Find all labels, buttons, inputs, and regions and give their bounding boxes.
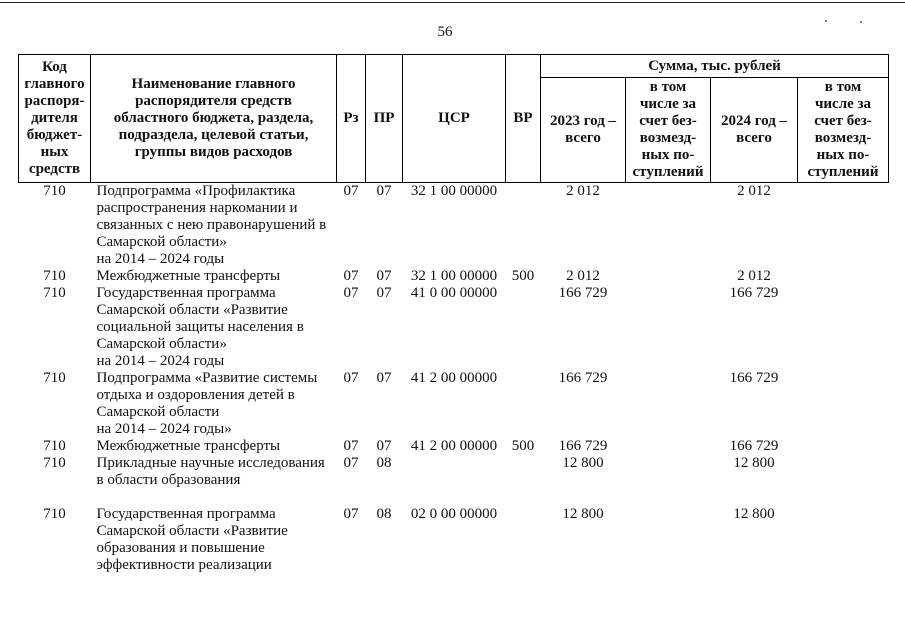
cell-total-2024: 12 800 xyxy=(733,506,775,522)
cell-total-2024: 2 012 xyxy=(737,268,771,284)
cell-rz: 07 xyxy=(343,506,359,522)
cell-vr: 500 xyxy=(511,438,535,454)
cell-name: Государственная программа Самарской области «Развитие образования и повышение эффективности реализации xyxy=(96,506,288,573)
cell-rz: 07 xyxy=(343,455,359,471)
cell-name: Подпрограмма «Профилактика распространения наркомании и связанных с нею правонарушений в Самарской области» на 2014 – 2024 годы xyxy=(96,183,327,267)
cell-code: 710 xyxy=(43,438,66,454)
cell-total-2024: 166 729 xyxy=(729,285,779,301)
cell-free-2023 xyxy=(626,506,711,574)
cell-total-2023: 2 012 xyxy=(566,268,600,284)
cell-pr: 08 xyxy=(376,506,392,522)
cell-pr: 07 xyxy=(376,285,392,301)
table-row xyxy=(19,455,889,506)
cell-code: 710 xyxy=(43,455,66,471)
header-pr: ПР xyxy=(366,55,403,183)
cell-vr xyxy=(506,370,541,438)
header-csr: ЦСР xyxy=(403,55,506,183)
page-number: 56 xyxy=(437,24,453,40)
cell-vr xyxy=(506,506,541,574)
table-row xyxy=(19,285,889,370)
header-total-2024: 2024 год – всего xyxy=(711,78,798,183)
cell-free-2023 xyxy=(626,455,711,506)
table-header xyxy=(19,55,889,183)
cell-csr: 41 2 00 00000 xyxy=(410,438,498,454)
cell-free-2024 xyxy=(798,268,889,285)
cell-vr xyxy=(506,285,541,370)
cell-name: Прикладные научные исследования в области образования xyxy=(96,455,325,488)
cell-csr: 32 1 00 00000 xyxy=(410,268,498,284)
cell-csr: 41 0 00 00000 xyxy=(410,285,498,301)
table-row xyxy=(19,506,889,574)
cell-total-2023: 166 729 xyxy=(558,438,608,454)
budget-table xyxy=(18,54,889,574)
cell-name: Межбюджетные трансферты xyxy=(96,268,281,284)
header-row xyxy=(19,55,889,78)
header-rz: Рз xyxy=(337,55,366,183)
header-sum-group: Сумма, тыс. рублей xyxy=(541,55,889,78)
cell-free-2023 xyxy=(626,183,711,269)
header-free-2024: в том числе за счет без- возмезд- ных по- ступлений xyxy=(798,78,889,183)
cell-pr: 07 xyxy=(376,268,392,284)
cell-pr: 07 xyxy=(376,183,392,199)
cell-free-2024 xyxy=(798,370,889,438)
cell-free-2023 xyxy=(626,268,711,285)
cell-code: 710 xyxy=(43,506,66,522)
cell-total-2023: 12 800 xyxy=(562,455,604,471)
cell-free-2023 xyxy=(626,285,711,370)
cell-free-2023 xyxy=(626,438,711,455)
cell-free-2024 xyxy=(798,455,889,506)
header-name: Наименование главного распорядителя средств областного бюджета, раздела, подраздела, целевой статьи, группы видов расходов xyxy=(91,55,337,183)
cell-vr: 500 xyxy=(511,268,535,284)
table-row xyxy=(19,370,889,438)
header-free-2023: в том числе за счет без- возмезд- ных по- ступлений xyxy=(626,78,711,183)
cell-csr xyxy=(403,455,506,506)
cell-free-2024 xyxy=(798,285,889,370)
cell-pr: 08 xyxy=(376,455,392,471)
cell-total-2023: 166 729 xyxy=(558,370,608,386)
header-total-2023: 2023 год – всего xyxy=(541,78,626,183)
table-body xyxy=(19,183,889,575)
cell-code: 710 xyxy=(43,183,66,199)
cell-code: 710 xyxy=(43,370,66,386)
cell-pr: 07 xyxy=(376,438,392,454)
scan-mark xyxy=(825,20,827,22)
cell-total-2024: 2 012 xyxy=(737,183,771,199)
cell-rz: 07 xyxy=(343,370,359,386)
cell-total-2023: 166 729 xyxy=(558,285,608,301)
cell-name: Подпрограмма «Развитие системы отдыха и оздоровления детей в Самарской области на 2014 – 2024 годы» xyxy=(96,370,318,437)
table-row xyxy=(19,438,889,455)
cell-free-2024 xyxy=(798,183,889,269)
cell-csr: 02 0 00 00000 xyxy=(410,506,498,522)
cell-total-2023: 12 800 xyxy=(562,506,604,522)
scan-edge-line xyxy=(0,2,905,3)
cell-pr: 07 xyxy=(376,370,392,386)
cell-total-2024: 166 729 xyxy=(729,438,779,454)
table-row xyxy=(19,268,889,285)
cell-total-2024: 166 729 xyxy=(729,370,779,386)
cell-free-2023 xyxy=(626,370,711,438)
cell-total-2023: 2 012 xyxy=(566,183,600,199)
cell-name: Государственная программа Самарской области «Развитие социальной защиты населения в Самарской области» на 2014 – 2024 годы xyxy=(96,285,304,369)
cell-code: 710 xyxy=(43,285,66,301)
header-code: Код главного распоря- дителя бюджет- ных средств xyxy=(19,55,91,183)
cell-total-2024: 12 800 xyxy=(733,455,775,471)
cell-rz: 07 xyxy=(343,285,359,301)
cell-code: 710 xyxy=(43,268,66,284)
cell-vr xyxy=(506,183,541,269)
cell-csr: 32 1 00 00000 xyxy=(410,183,498,199)
header-vr: ВР xyxy=(506,55,541,183)
scan-mark xyxy=(860,21,862,23)
table-row xyxy=(19,183,889,269)
cell-rz: 07 xyxy=(343,183,359,199)
cell-csr: 41 2 00 00000 xyxy=(410,370,498,386)
cell-free-2024 xyxy=(798,438,889,455)
cell-name: Межбюджетные трансферты xyxy=(96,438,281,454)
cell-rz: 07 xyxy=(343,268,359,284)
cell-rz: 07 xyxy=(343,438,359,454)
cell-vr xyxy=(506,455,541,506)
cell-free-2024 xyxy=(798,506,889,574)
